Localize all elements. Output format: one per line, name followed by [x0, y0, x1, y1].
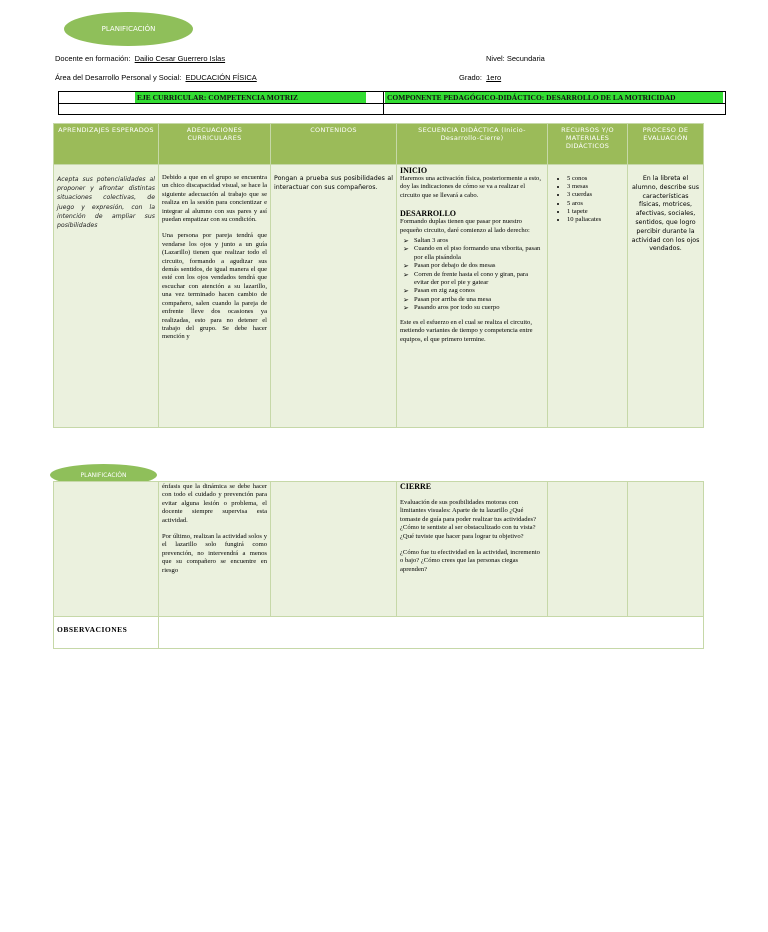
pedagogical-component-label: COMPONENTE PEDAGÓGICO-DIDÁCTICO: DESARROLLO DE LA MOTRICIDAD [385, 92, 723, 103]
secuencia-cell [397, 165, 548, 428]
evaluacion-cell-continued [628, 482, 704, 617]
area-value: EDUCACIÓN FÍSICA [185, 73, 257, 82]
adecuaciones-cont-p1: énfasis que la dinámica se debe hacer con todo el cuidado y prevención para evitar alguna lesión o problema, el docente siempre supervisa esta actividad. [162, 483, 267, 524]
grade-label: Grado: [459, 73, 482, 82]
planning-badge [64, 12, 193, 46]
adecuaciones-cell-continued [159, 482, 271, 617]
list-item: • 5 conos [567, 175, 624, 183]
list-item: ➢ Pasan por arriba de una mesa [414, 296, 544, 304]
list-item: • 10 paliacates [567, 216, 624, 224]
curricular-axis-label: EJE CURRICULAR: COMPETENCIA MOTRIZ [135, 92, 366, 103]
observaciones-label: OBSERVACIONES [57, 625, 128, 634]
list-item: • 3 mesas [567, 183, 624, 191]
grade-value: 1ero [486, 73, 502, 82]
planning-table [53, 123, 704, 428]
desarrollo-title: DESARROLLO [400, 209, 457, 219]
area-label: Área del Desarrollo Personal y Social: [55, 73, 182, 82]
list-item: ➢ Cuando en el piso formando una viborita, pasan por ella pisándola [414, 245, 544, 262]
level-text: Nivel: Secundaria [486, 54, 545, 63]
planning-badge-label: PLANIFICACIÓN [101, 25, 156, 33]
desarrollo-text: Formando duplas tienen que pasar por nuestro pequeño circuito, daré comienzo al lado derecho: [400, 218, 530, 234]
secuencia-cell-continued [397, 482, 548, 617]
resources-list [551, 175, 624, 224]
inicio-text: Haremos una activación física, posteriormente a esto, doy las indicaciones de cómo se va a realizar el circuito que se llevará a cabo. [400, 175, 541, 199]
cierre-title: CIERRE [400, 482, 432, 491]
aprendizajes-text: Acepta sus potencialidades al proponer y afrontar distintas situaciones colectivas, de juego y expresión, con la intención de ampliar sus posibilidades [57, 176, 155, 230]
header-adecuaciones: ADECUACIONES CURRICULARES [159, 124, 271, 165]
aprendizajes-cell [54, 165, 159, 428]
cierre-p2: ¿Cómo fue tu efectividad en la actividad, incremento o bajo? ¿Cómo crees que las personas ciegas aprenden? [400, 549, 540, 573]
area-line [55, 73, 257, 82]
contenidos-text: Pongan a prueba sus posibilidades al interactuar con sus compañeros. [274, 175, 393, 191]
desarrollo-end: Este es el esfuerzo en el cual se realiza el circuito, metiendo variantes de tiempo y competencia entre equipos, el que primero termine. [400, 318, 533, 343]
list-item: • 5 aros [567, 200, 624, 208]
aprendizajes-cell-continued [54, 482, 159, 617]
circuit-steps [400, 237, 544, 313]
header-recursos: RECURSOS Y/O MATERIALES DIDÁCTICOS [548, 124, 628, 165]
teacher-label: Docente en formación: [55, 54, 131, 63]
adecuaciones-p1: Debido a que en el grupo se encuentra un chico discapacidad visual, se hace la siguiente adecuación al trabajo que se realiza en la sesión para concientizar e integrar al alumno con sus pares y así puedan empatizar con su condición. [162, 174, 267, 224]
header-aprendizajes: APRENDIZAJES ESPERADOS [54, 124, 159, 165]
observaciones-row [54, 617, 704, 649]
list-item: ➢ Pasan en zig zag conos [414, 287, 544, 295]
table-header-row [54, 124, 704, 165]
contenidos-cell [271, 165, 397, 428]
list-item: ➢ Pasando aros por todo su cuerpo [414, 304, 544, 312]
grade-line [459, 73, 501, 82]
list-item: • 1 tapete [567, 208, 624, 216]
recursos-cell [548, 165, 628, 428]
cierre-p1: Evaluación de sus posibilidades motoras con limitantes visuales: Aparte de tu lazarillo ¿Qué tomaste de guía para poder realizar tus actividades? ¿Cómo te sentiste al ser obstaculizado con tu vista? ¿Qué tuviste que hacer para lograr tu objetivo? [400, 499, 537, 540]
axis-vertical-divider [383, 92, 384, 114]
list-item: ➢ Corren de frente hasta el cono y giran, para evitar der por el pie y gatear [414, 271, 544, 288]
teacher-line [55, 54, 225, 63]
observaciones-label-cell [54, 617, 159, 649]
adecuaciones-cont-p2: Por último, realizan la actividad solos y el lazarillo solo fungirá como prevención, no intervendrá a menos que su compañero se encuentre en riesgo [162, 533, 267, 574]
axis-divider [59, 103, 725, 104]
adecuaciones-p2: Una persona por pareja tendrá que vendarse los ojos y junto a un guía (Lazarillo) tienen que realizar todo el circuito, formando a agudizar sus demás sentidos, de igual manera el que esté con los ojos vendados tendrá que escuchar con atención a su lazarillo, una vez terminado hacen cambio de compañero, salen cuando la pareja de enfrente lleve dos ocasiones ya realizadas, esto para no detener el trabajo del grupo. Se debe hacer mención y [162, 232, 267, 341]
header-contenidos: CONTENIDOS [271, 124, 397, 165]
evaluacion-cell [628, 165, 704, 428]
curricular-axis-box [58, 91, 726, 115]
recursos-cell-continued [548, 482, 628, 617]
header-secuencia: SECUENCIA DIDÁCTICA (Inicio-Desarrollo-Cierre) [397, 124, 548, 165]
list-item: ➢ Pasan por debajo de dos mesas [414, 262, 544, 270]
table-row [54, 482, 704, 617]
inicio-title: INICIO [400, 166, 428, 175]
list-item: • 3 cuerdas [567, 191, 624, 199]
evaluacion-text: En la libreta el alumno, describe sus características físicas, motrices, afectivas, sociales, sentidos, que logro percibir durante la actividad con los ojos vendados. [631, 175, 700, 253]
table-row [54, 165, 704, 428]
adecuaciones-cell [159, 165, 271, 428]
contenidos-cell-continued [271, 482, 397, 617]
header-evaluacion: PROCESO DE EVALUACIÓN [628, 124, 704, 165]
teacher-name: Dailio Cesar Guerrero Islas [134, 54, 226, 63]
list-item: ➢ Saltan 3 aros [414, 237, 544, 245]
planning-badge-2-label: PLANIFICACIÓN [80, 471, 127, 479]
planning-table-continued [53, 481, 704, 649]
observaciones-field [159, 617, 704, 649]
